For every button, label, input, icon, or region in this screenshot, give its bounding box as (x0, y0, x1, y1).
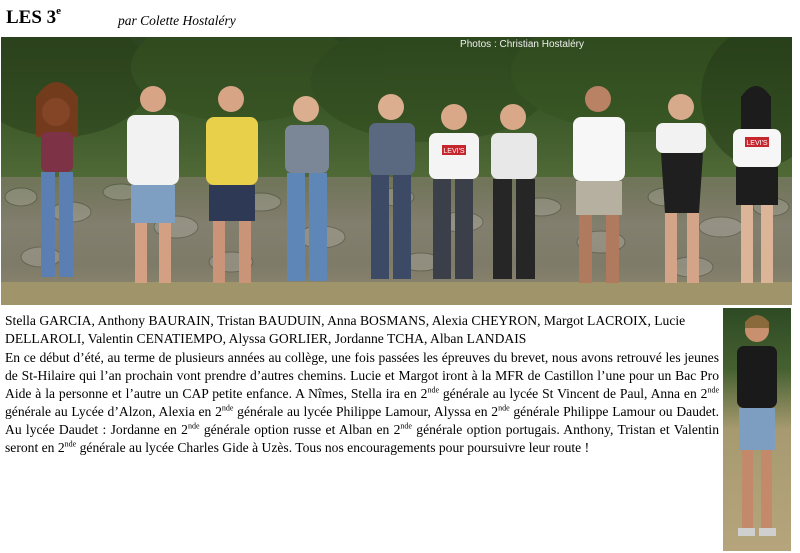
names-list: Stella GARCIA, Anthony BAURAIN, Tristan BAUDUIN, Anna BOSMANS, Alexia CHEYRON, Margot LACROIX, Lucie DELLAROLI, Valentin CENATIEMPO, Alyssa GORLIER, Jordanne TCHA, Alban LANDAIS (5, 313, 686, 346)
side-portrait-photo (723, 308, 791, 551)
side-portrait-illustration (723, 308, 791, 551)
byline: par Colette Hostaléry (118, 13, 236, 28)
photo-credit: Photos : Christian Hostaléry (460, 39, 584, 50)
group-photo (1, 37, 792, 305)
shirt-logo: LEVI'S (443, 148, 465, 155)
page-title: LES 3e (6, 5, 62, 28)
article-body: En ce début d’été, au terme de plusieurs années au collège, une fois passées les épreuves du brevet, nous avons retrouvé les jeunes de St-Hilaire qui l’an prochain vont prendre d’autres chemins. Lucie et Margot iront à la MFR de Castillon l’une pour un Bac Pro Aide à la personne et l’autre un CAP petite enfance. A Nîmes, Stella ira en 2nde générale au lycée St Vincent de Paul, Anna en 2nde générale au Lycée d’Alzon, Alexia en 2nde générale au lycée Philippe Lamour, Alyssa en 2nde générale Philippe Lamour ou Daudet. Au lycée Daudet : Jordanne en 2nde générale option russe et Alban en 2nde générale option portugais. Anthony, Tristan et Valentin seront en 2nde générale au lycée Charles Gide à Uzès. Tous nos encouragements pour poursuivre leur route ! (5, 350, 719, 456)
group-photo-illustration (1, 37, 792, 305)
shirt-logo: LEVI'S (746, 140, 768, 147)
